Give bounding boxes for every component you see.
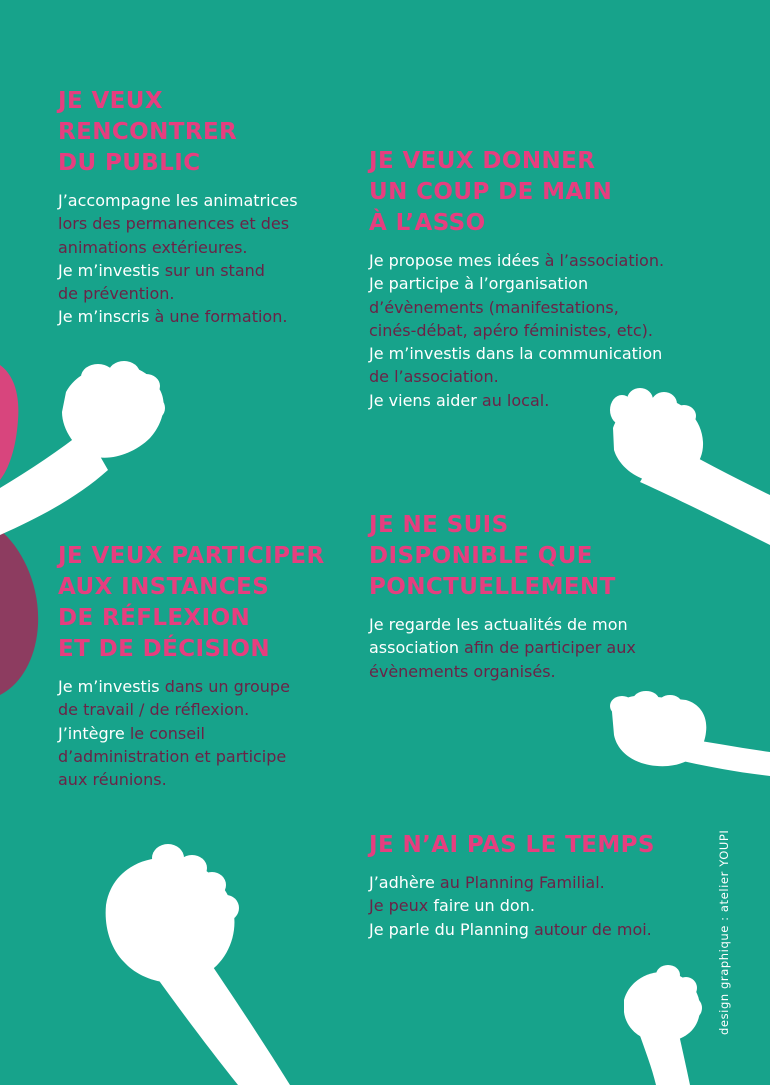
text-line bbox=[369, 660, 636, 683]
text-segment: dans un groupe bbox=[164, 677, 290, 696]
text-segment: sur un stand bbox=[164, 260, 265, 280]
text-segment: le conseil bbox=[129, 723, 205, 743]
section-text bbox=[58, 189, 298, 329]
text-line bbox=[369, 342, 664, 365]
section-title bbox=[369, 510, 636, 603]
text-line bbox=[58, 675, 325, 698]
text-line bbox=[369, 365, 664, 388]
text-segment: cinés-débat, apéro féministes, etc). bbox=[369, 320, 653, 340]
text-segment: au Planning Familial. bbox=[439, 873, 605, 892]
section-text bbox=[58, 675, 325, 791]
text-segment: J’accompagne les animatrices bbox=[58, 191, 298, 210]
text-line bbox=[369, 636, 636, 659]
text-line bbox=[369, 319, 664, 342]
text-segment: de prévention. bbox=[58, 284, 175, 304]
section-title bbox=[58, 86, 298, 179]
section-title-line: JE N’AI PAS LE TEMPS bbox=[369, 832, 655, 858]
text-line bbox=[58, 745, 325, 768]
text-segment: évènements organisés. bbox=[369, 661, 556, 681]
section-title-line: JE VEUX PARTICIPER bbox=[58, 543, 325, 569]
section-title-line: DISPONIBLE QUE bbox=[369, 543, 593, 569]
text-line bbox=[369, 894, 655, 917]
text-line bbox=[58, 259, 298, 282]
text-line bbox=[58, 698, 325, 721]
section-text bbox=[369, 249, 664, 412]
text-segment: lors des permanences et des bbox=[58, 214, 290, 234]
section-title-line: PONCTUELLEMENT bbox=[369, 574, 616, 600]
text-line bbox=[369, 272, 664, 295]
text-segment: Je propose mes idées bbox=[369, 251, 545, 270]
section-title-line: JE NE SUIS bbox=[369, 512, 509, 538]
text-segment: Je m’investis bbox=[58, 677, 165, 696]
text-segment: Je parle du Planning bbox=[369, 919, 534, 939]
design-credit: design graphique : atelier YOUPI bbox=[717, 829, 731, 1035]
text-line bbox=[58, 722, 325, 745]
text-line bbox=[58, 189, 298, 212]
text-segment: aux réunions. bbox=[58, 770, 167, 790]
text-line bbox=[58, 236, 298, 259]
text-line bbox=[369, 389, 664, 412]
section-title bbox=[369, 146, 664, 239]
text-line bbox=[58, 212, 298, 235]
text-segment: d’évènements (manifestations, bbox=[369, 297, 619, 317]
section-title-line: JE VEUX bbox=[58, 88, 163, 114]
section-title-line: DE RÉFLEXION bbox=[58, 605, 251, 631]
pink-blob-shape bbox=[0, 365, 18, 480]
text-segment: de travail / de réflexion. bbox=[58, 700, 250, 720]
text-segment: afin de participer aux bbox=[464, 638, 636, 658]
section-title-line: DU PUBLIC bbox=[58, 150, 201, 176]
section-governance bbox=[58, 541, 325, 791]
text-segment: Je m’inscris bbox=[58, 307, 155, 327]
section-title bbox=[58, 541, 325, 665]
text-line bbox=[58, 768, 325, 791]
section-meet-public bbox=[58, 86, 298, 329]
text-segment: Je viens aider bbox=[369, 390, 482, 410]
raised-fist-icon bbox=[106, 844, 290, 1085]
text-segment: Je peux bbox=[369, 896, 434, 916]
text-line bbox=[369, 249, 664, 272]
text-segment: à l’association. bbox=[544, 251, 665, 270]
text-segment: autour de moi. bbox=[533, 919, 652, 939]
text-line bbox=[369, 918, 655, 941]
text-segment: association bbox=[369, 638, 465, 658]
section-text bbox=[369, 871, 655, 941]
section-occasional bbox=[369, 510, 636, 683]
text-line bbox=[369, 613, 636, 636]
text-line bbox=[58, 305, 298, 328]
text-segment: Je m’investis dans la communication bbox=[369, 344, 663, 364]
text-segment: au local. bbox=[481, 390, 550, 410]
text-segment: faire un don. bbox=[433, 896, 535, 916]
text-line bbox=[58, 282, 298, 305]
section-title-line: RENCONTRER bbox=[58, 119, 238, 145]
raised-fist-icon bbox=[610, 691, 770, 776]
text-segment: Je regarde les actualités de mon bbox=[369, 615, 628, 634]
text-segment: Je m’investis bbox=[58, 260, 165, 280]
section-title-line: ET DE DÉCISION bbox=[58, 636, 270, 662]
text-segment: Je participe à l’organisation bbox=[369, 274, 589, 294]
text-segment: animations extérieures. bbox=[58, 237, 248, 257]
text-segment: J’adhère bbox=[369, 873, 440, 892]
section-title-line: UN COUP DE MAIN bbox=[369, 179, 613, 205]
text-line bbox=[369, 871, 655, 894]
section-no-time bbox=[369, 830, 655, 941]
section-text bbox=[369, 613, 636, 683]
text-segment: de l’association. bbox=[369, 367, 499, 387]
section-help-association bbox=[369, 146, 664, 412]
raised-fist-icon bbox=[0, 361, 165, 535]
purple-blob-shape bbox=[0, 530, 38, 695]
text-line bbox=[369, 296, 664, 319]
text-segment: d’administration et participe bbox=[58, 746, 287, 766]
section-title bbox=[369, 830, 655, 861]
section-title-line: À L’ASSO bbox=[369, 210, 486, 236]
raised-fist-icon bbox=[624, 965, 702, 1085]
text-segment: J’intègre bbox=[58, 723, 130, 743]
text-segment: à une formation. bbox=[154, 307, 288, 327]
section-title-line: JE VEUX DONNER bbox=[369, 148, 596, 174]
section-title-line: AUX INSTANCES bbox=[58, 574, 270, 600]
